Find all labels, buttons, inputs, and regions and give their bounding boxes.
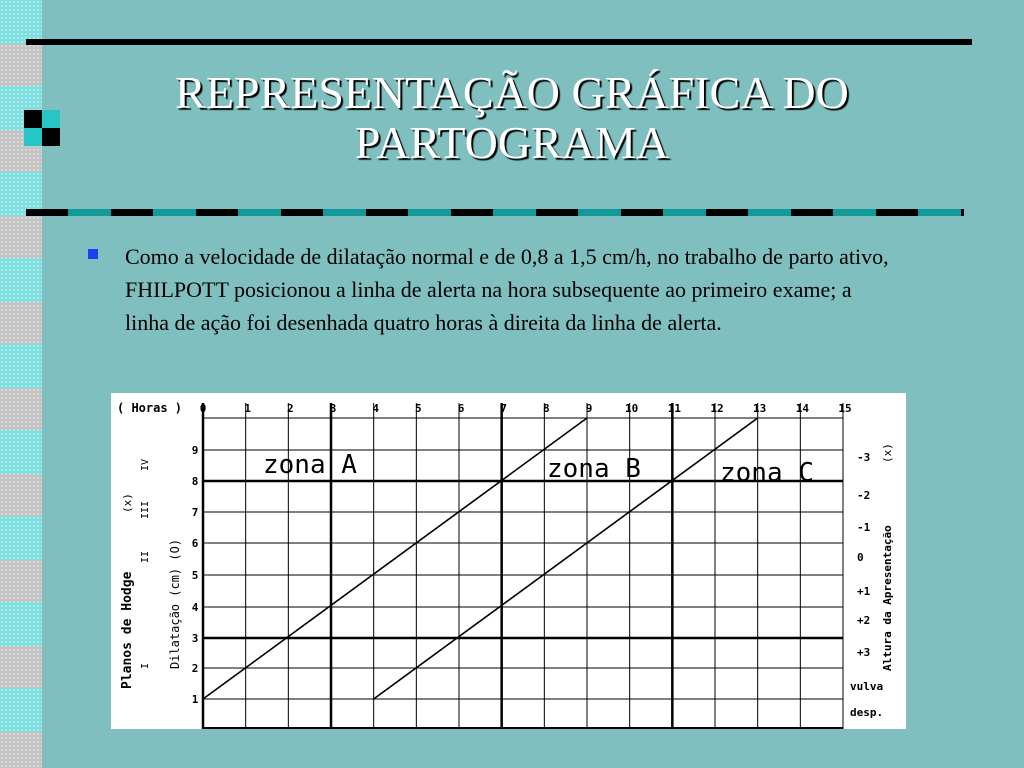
x-tick-label-8: 8 [543,402,550,415]
right-tick-label-4: 0 [857,551,864,564]
x-tick-label-12: 12 [710,402,724,415]
y-tick-label-7: 7 [191,506,199,519]
bullet-item [88,240,898,339]
y-tick-label-2: 2 [191,662,199,675]
left-axis-mark-ii: II [140,550,151,563]
right-axis-symbol: (x) [881,443,894,463]
x-tick-label-1: 1 [244,402,251,415]
x-tick-label-0: 0 [199,402,207,415]
x-tick-label-6: 6 [457,402,465,415]
zone-label-a: zona A [263,450,357,480]
left-axis-mark-i: I [140,662,151,669]
left-axis-mark-iii: III [140,500,151,519]
right-tick-label-2: -2 [857,489,871,502]
right-axis-title: Altura da Apresentação [881,525,894,671]
right-tick-label-3: -1 [857,521,871,534]
top-divider [26,39,972,45]
x-tick-label-9: 9 [585,402,593,415]
x-tick-label-3: 3 [329,402,337,415]
right-tick-label-8: vulva [850,680,884,693]
y-tick-label-4: 4 [191,601,199,614]
zone-label-c: zona C [720,458,814,488]
bullet-text: Como a velocidade de dilatação normal e de 0,8 a 1,5 cm/h, no trabalho de parto ativo, FHILPOTT posicionou a linha de alerta na hora subsequente ao primeiro exame; a linha de ação foi desenhada quatro horas à direita da linha de alerta. [125,244,889,335]
zone-label-b: zona B [547,454,641,484]
x-tick-label-5: 5 [415,402,422,415]
partograma-chart [111,393,906,729]
title-line-2: PARTOGRAMA [354,117,670,168]
logo-square-tr [42,110,60,128]
y-tick-label-8: 8 [191,475,199,488]
x-tick-label-13: 13 [753,402,767,415]
logo-square-tl [24,110,42,128]
right-tick-label-6: +2 [857,614,871,627]
x-tick-label-2: 2 [287,402,294,415]
title-divider [26,209,964,216]
x-tick-label-14: 14 [795,402,809,415]
right-tick-label-7: +3 [857,646,871,659]
logo-square-bl [24,128,42,146]
y-tick-label-6: 6 [191,537,199,550]
y-tick-label-1: 1 [191,693,199,706]
slide-title [60,68,964,168]
left-axis-symbol: (x) [121,493,134,513]
y-tick-label-5: 5 [191,569,199,582]
right-tick-label-5: +1 [857,585,871,598]
x-tick-label-15: 15 [838,402,852,415]
series-line-1 [203,418,587,699]
right-tick-label-9: desp. [850,706,884,719]
right-tick-label-1: -3 [857,451,871,464]
logo-square-br [42,128,60,146]
mid-axis-title: Dilatação (cm) (O) [168,538,182,669]
x-tick-label-10: 10 [625,402,639,415]
x-tick-label-7: 7 [500,402,507,415]
bullet-square-icon [88,249,98,259]
title-line-1: REPRESENTAÇÃO GRÁFICA DO [175,67,849,118]
slide-logo-icon [24,110,60,146]
y-tick-label-3: 3 [191,632,199,645]
y-tick-label-9: 9 [191,444,199,457]
chart-top-label: ( Horas ) [117,401,183,415]
x-tick-label-11: 11 [667,402,681,415]
x-tick-label-4: 4 [372,402,379,415]
left-axis-mark-iv: IV [140,458,151,471]
chart-svg [111,393,906,729]
left-axis-title: Planos de Hodge [120,571,135,689]
